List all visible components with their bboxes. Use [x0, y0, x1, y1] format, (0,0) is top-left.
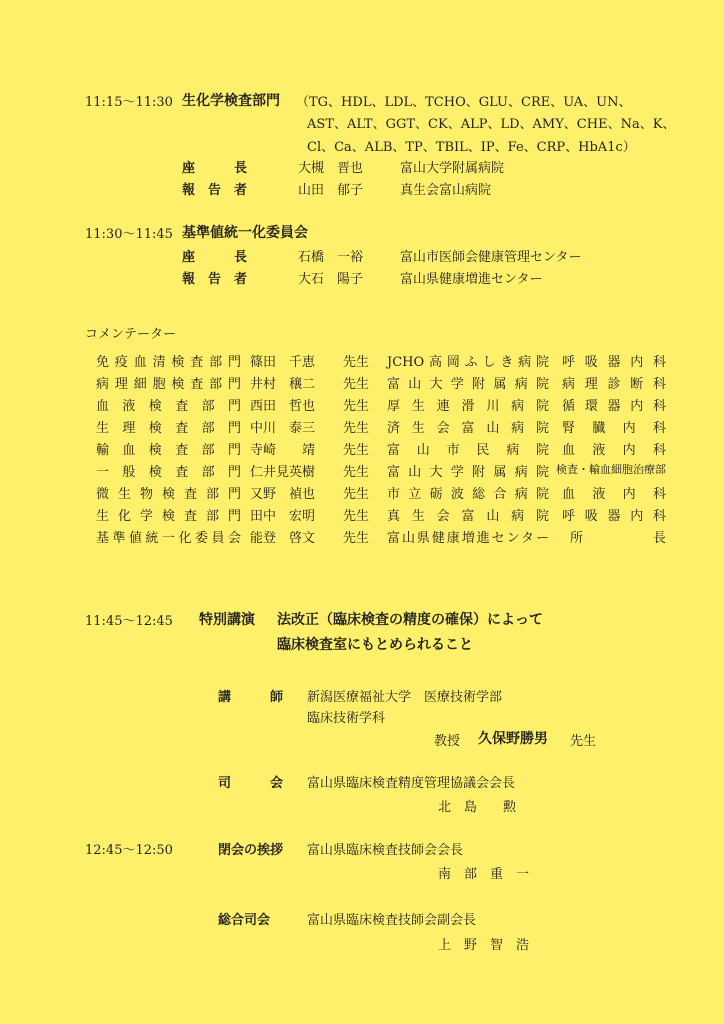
department: 一般検査部門	[96, 465, 241, 480]
commentator-name: 西田 哲也	[250, 399, 316, 414]
specialty: 呼吸器内科	[562, 509, 666, 524]
session-title-1: 生化学検査部門	[182, 93, 280, 109]
session-time-2: 11:30～11:45	[85, 227, 173, 242]
reporter-label-2: 報 告 者	[182, 272, 248, 287]
commentator-name: 又野 禎也	[250, 487, 316, 502]
specialty: 所 長	[570, 531, 666, 546]
lecture-title-line-1: 法改正（臨床検査の精度の確保）によって	[277, 612, 543, 628]
hospital: JCHO高岡ふしき病院	[387, 355, 549, 370]
department: 基準値統一化委員会	[96, 531, 241, 546]
test-items-line-1: （TG、HDL、LDL、TCHO、GLU、CRE、UA、UN、	[296, 95, 632, 110]
honorific: 先生	[343, 465, 370, 480]
commentator-name: 田中 宏明	[250, 509, 316, 524]
moderator-affiliation: 富山県臨床検査精度管理協議会会長	[307, 776, 516, 791]
closing-greeting-affiliation: 富山県臨床検査技師会会長	[307, 843, 464, 858]
honorific: 先生	[343, 421, 370, 436]
department: 生理検査部門	[96, 421, 241, 436]
chair-label-2: 座 長	[182, 250, 248, 265]
speaker-title: 教授	[434, 734, 461, 749]
commentator-row	[96, 527, 666, 549]
chair-name-2: 石橋 一裕	[298, 250, 364, 265]
specialty: 呼吸器内科	[562, 355, 666, 370]
department: 免疫血清検査部門	[96, 355, 241, 370]
session-time-1: 11:15～11:30	[85, 95, 173, 110]
reporter-name-1: 山田 郁子	[298, 183, 364, 198]
honorific: 先生	[343, 399, 370, 414]
test-items-line-3: Cl、Ca、ALB、TP、TBIL、IP、Fe、CRP、HbA1c）	[307, 140, 636, 155]
speaker-affiliation-line-2: 臨床技術学科	[307, 711, 386, 726]
moderator-label: 司 会	[218, 776, 284, 791]
reporter-label-1: 報 告 者	[182, 183, 248, 198]
commentator-name: 中川 泰三	[250, 421, 316, 436]
speaker-affiliation-line-1: 新潟医療福祉大学 医療技術学部	[307, 690, 503, 705]
specialty: 循環器内科	[562, 399, 666, 414]
reporter-name-2: 大石 陽子	[298, 272, 364, 287]
commentator-row	[96, 483, 666, 505]
department: 生化学検査部門	[96, 509, 241, 524]
honorific: 先生	[343, 443, 370, 458]
commentator-row	[96, 373, 666, 395]
speaker-name: 久保野勝男	[478, 731, 548, 747]
commentator-row	[96, 351, 666, 373]
commentators-heading: コメンテーター	[85, 327, 177, 342]
specialty: 検査・輸血細胞治療部	[556, 463, 666, 476]
commentator-row	[96, 395, 666, 417]
hospital: 富山大学附属病院	[387, 465, 549, 480]
commentator-name: 仁井見英樹	[250, 465, 316, 480]
session-title-2: 基準値統一化委員会	[182, 225, 308, 241]
hospital: 厚生連滑川病院	[387, 399, 549, 414]
closing-greeting-label: 閉会の挨拶	[218, 843, 284, 858]
hospital: 富山市民病院	[387, 443, 549, 458]
commentator-name: 井村 穣二	[250, 377, 316, 392]
commentator-row	[96, 439, 666, 461]
general-mc-name: 上 野 智 浩	[438, 938, 530, 953]
specialty: 血液内科	[562, 487, 666, 502]
general-mc-affiliation: 富山県臨床検査技師会副会長	[307, 913, 477, 928]
hospital: 富山大学附属病院	[387, 377, 549, 392]
hospital: 市立砺波総合病院	[387, 487, 549, 502]
commentator-name: 篠田 千恵	[250, 355, 316, 370]
honorific: 先生	[343, 377, 370, 392]
department: 血液検査部門	[96, 399, 241, 414]
test-items-line-2: AST、ALT、GGT、CK、ALP、LD、AMY、CHE、Na、K、	[307, 117, 676, 132]
closing-greeting-name: 南 部 重 一	[438, 867, 530, 882]
commentator-name: 能登 啓文	[250, 531, 316, 546]
reporter-affiliation-2: 富山県健康増進センター	[400, 272, 543, 287]
general-mc-label: 総合司会	[218, 913, 271, 928]
chair-name-1: 大槻 晋也	[298, 161, 364, 176]
lecture-label: 特別講演	[199, 612, 255, 628]
chair-affiliation-1: 富山大学附属病院	[400, 161, 505, 176]
speaker-label: 講 師	[218, 690, 284, 705]
closing-time: 12:45～12:50	[85, 843, 173, 858]
honorific: 先生	[343, 487, 370, 502]
chair-affiliation-2: 富山市医師会健康管理センター	[400, 250, 582, 265]
lecture-title-line-2: 臨床検査室にもとめられること	[277, 637, 473, 653]
hospital: 済生会富山病院	[387, 421, 549, 436]
specialty: 腎臓内科	[562, 421, 666, 436]
hospital: 真生会富山病院	[387, 509, 549, 524]
honorific: 先生	[343, 355, 370, 370]
commentator-row	[96, 417, 666, 439]
department: 病理細胞検査部門	[96, 377, 241, 392]
specialty: 病理診断科	[562, 377, 666, 392]
commentator-row	[96, 461, 666, 483]
moderator-name: 北 島 勲	[438, 800, 517, 815]
honorific: 先生	[343, 531, 370, 546]
specialty: 血液内科	[562, 443, 666, 458]
commentator-name: 寺崎 靖	[250, 443, 316, 458]
commentator-row	[96, 505, 666, 527]
chair-label-1: 座 長	[182, 161, 248, 176]
hospital: 富山県健康増進センター	[387, 531, 549, 546]
speaker-honorific: 先生	[570, 734, 597, 749]
honorific: 先生	[343, 509, 370, 524]
reporter-affiliation-1: 真生会富山病院	[400, 183, 492, 198]
department: 微生物検査部門	[96, 487, 241, 502]
lecture-time: 11:45～12:45	[85, 614, 173, 629]
department: 輸血検査部門	[96, 443, 241, 458]
